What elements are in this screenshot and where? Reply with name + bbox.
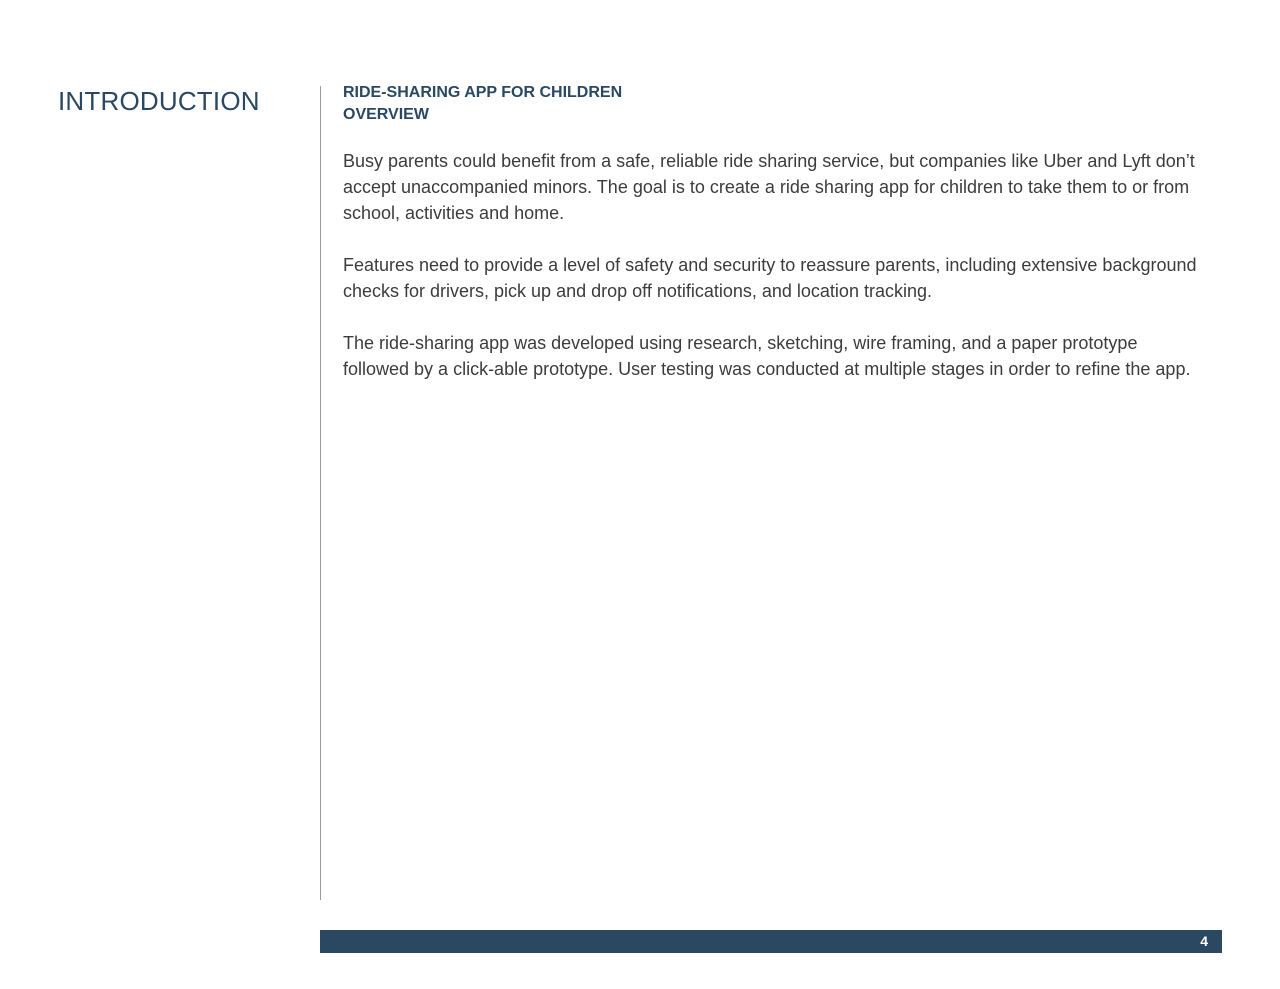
project-title: RIDE-SHARING APP FOR CHILDREN: [343, 84, 623, 101]
main-content: [343, 82, 1203, 408]
section-title: INTRODUCTION: [58, 86, 260, 116]
paragraph: Busy parents could benefit from a safe, reliable ride sharing service, but companies like Uber and Lyft don’t accept unaccompanied minors. The goal is to create a ride sharing app for children to take them to or from school, activities and home.: [343, 151, 1195, 223]
paragraph: Features need to provide a level of safety and security to reassure parents, including extensive background checks for drivers, pick up and drop off notifications, and location tracking.: [343, 255, 1197, 301]
footer-bar: [320, 930, 1222, 953]
page-number: 4: [1200, 933, 1208, 949]
overview-heading: OVERVIEW: [343, 106, 429, 123]
vertical-divider: [320, 86, 321, 900]
overview-body: [343, 148, 1203, 382]
paragraph: The ride-sharing app was developed using research, sketching, wire framing, and a paper prototype followed by a click-able prototype. User testing was conducted at multiple stages in order to refine the app.: [343, 333, 1191, 379]
